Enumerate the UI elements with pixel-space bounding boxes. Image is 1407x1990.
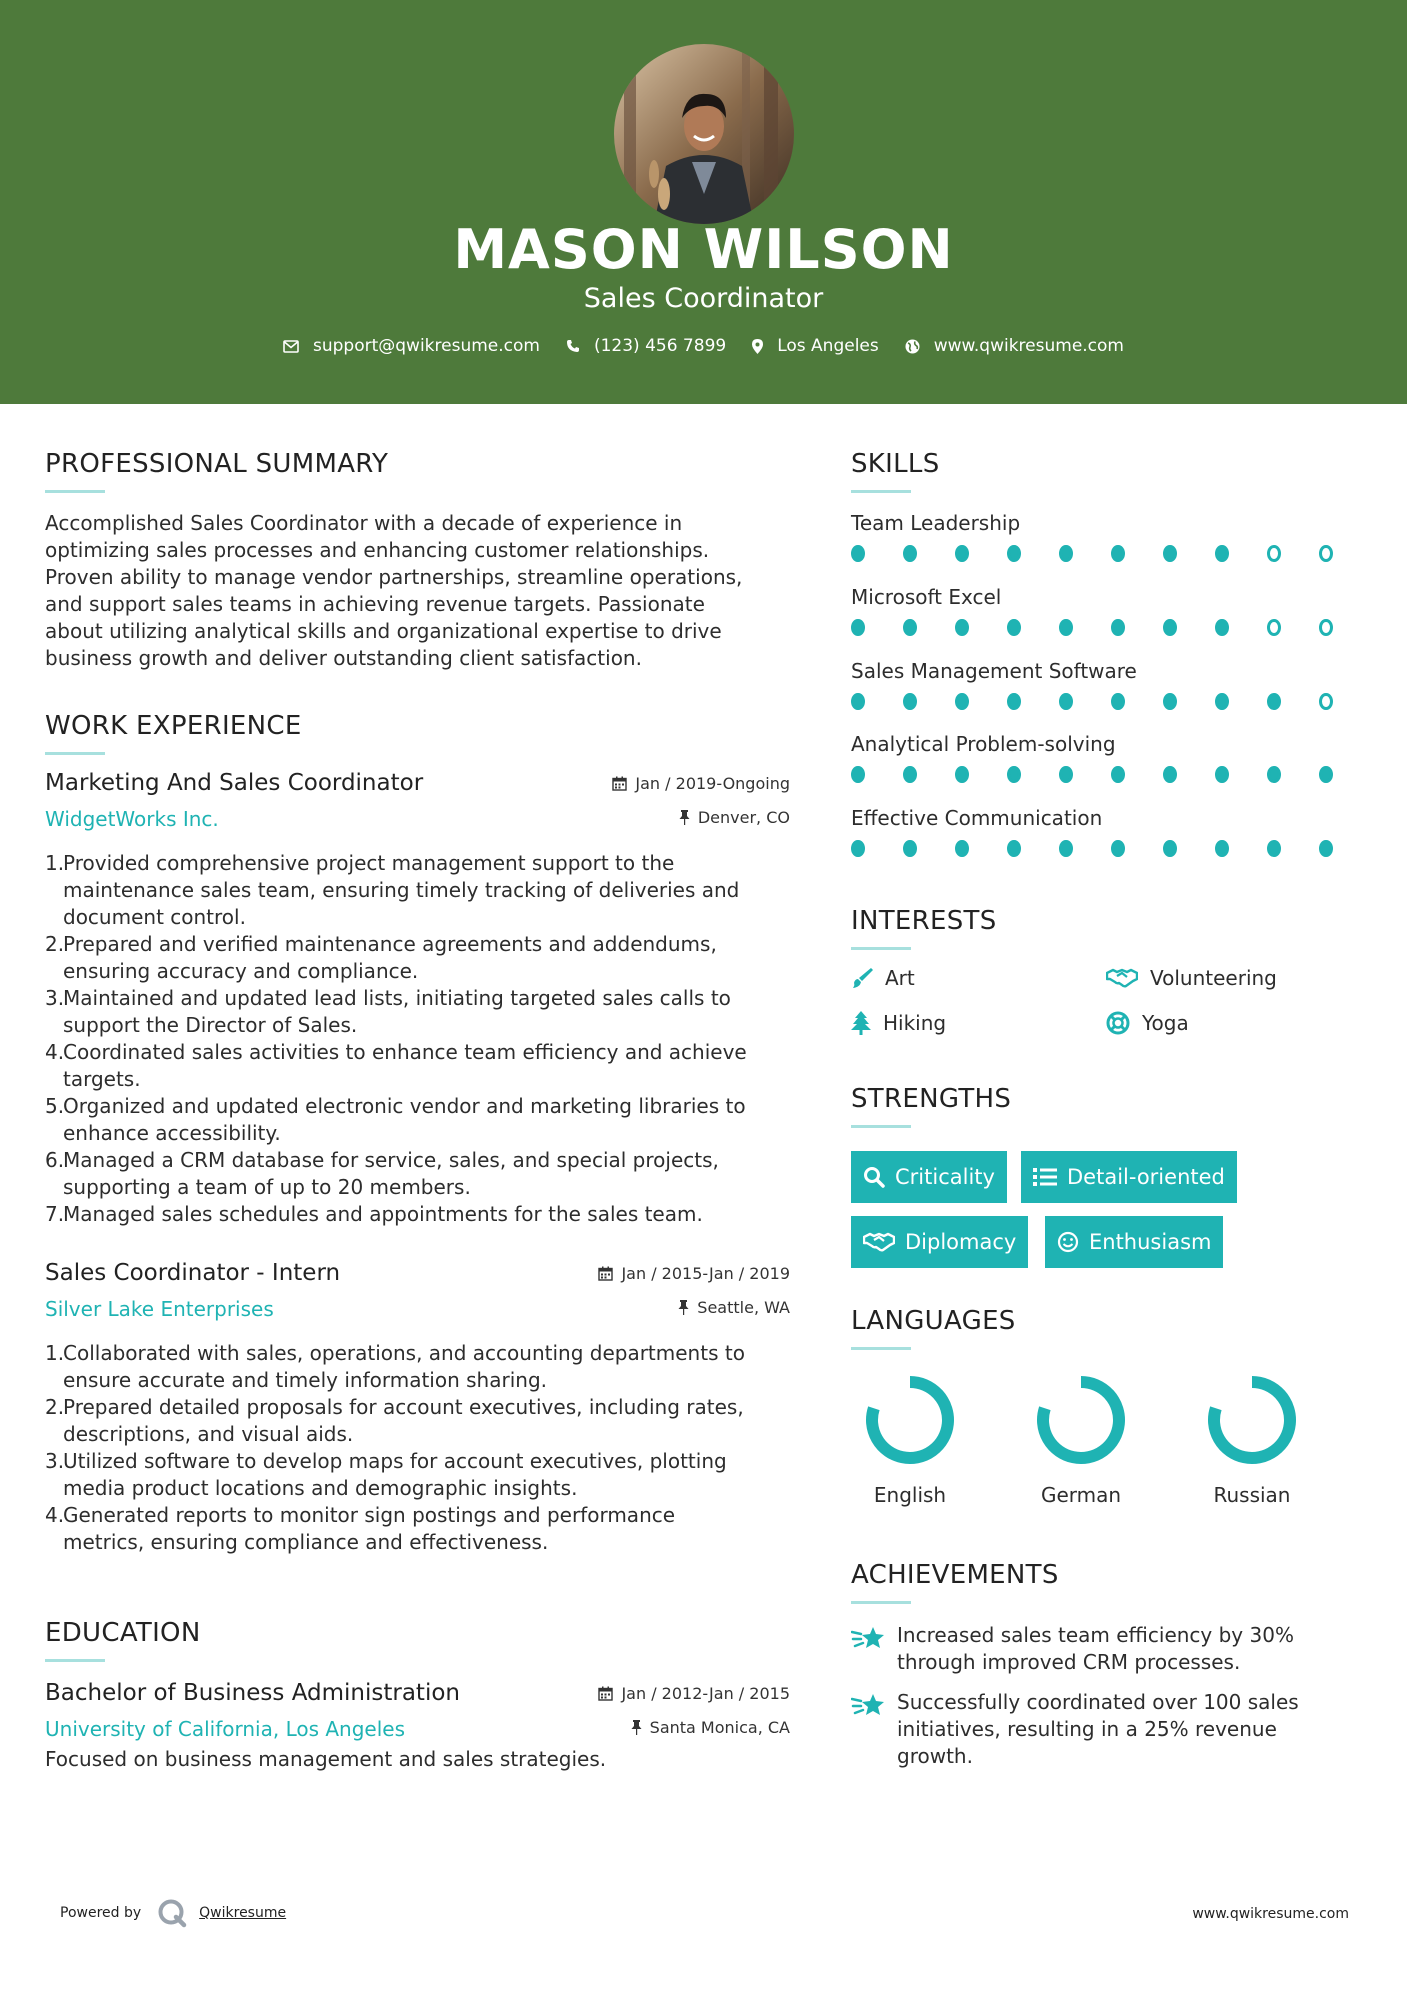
rating-dot-filled (1059, 766, 1073, 783)
rating-dot-filled (1215, 766, 1229, 783)
rating-dot-filled (1007, 840, 1021, 857)
rating-dot-filled (1319, 840, 1333, 857)
list-icon (1033, 1167, 1057, 1187)
shooting-star-icon (851, 1624, 885, 1652)
shooting-star-icon (851, 1691, 885, 1719)
education-description: Focused on business management and sales strategies. (45, 1747, 607, 1771)
rating-dot-filled (1007, 693, 1021, 710)
job-location: Denver, CO (679, 808, 790, 827)
rating-dot-filled (1215, 545, 1229, 562)
language-level-ring (860, 1370, 960, 1470)
resume-header (0, 0, 1407, 404)
strength-tag: Enthusiasm (1045, 1216, 1223, 1268)
interests-heading: INTERESTS (851, 906, 997, 936)
footer-website[interactable]: www.qwikresume.com (1192, 1906, 1349, 1922)
duty-item: 4. Coordinated sales activities to enhance team efficiency and achieve targets. (45, 1040, 747, 1091)
rating-dot-filled (1007, 766, 1021, 783)
language-level-ring (1031, 1370, 1131, 1470)
skill-name: Analytical Problem-solving (851, 732, 1116, 756)
rating-dot-filled (955, 693, 969, 710)
summary-line: about utilizing analytical skills and organizational expertise to drive (45, 619, 722, 643)
location-text: Los Angeles (777, 336, 879, 356)
rating-dot-empty (1319, 693, 1333, 710)
rating-dot-filled (955, 545, 969, 562)
achievement-item: Increased sales team efficiency by 30% through improved CRM processes. (851, 1622, 1331, 1676)
skill-name: Team Leadership (851, 511, 1021, 535)
job-duties (45, 1340, 790, 1556)
skill-rating (851, 693, 1371, 710)
skill-name: Sales Management Software (851, 659, 1137, 683)
brand-link[interactable]: Qwikresume (199, 1905, 287, 1921)
powered-by-text: Powered by (60, 1905, 142, 1921)
job-company: WidgetWorks Inc. (45, 807, 219, 831)
globe-icon (905, 339, 920, 354)
skill-row (851, 732, 1371, 783)
website-text[interactable]: www.qwikresume.com (933, 336, 1124, 356)
rating-dot-filled (903, 840, 917, 857)
life-ring-icon (1106, 1011, 1130, 1035)
duty-item: 3. Maintained and updated lead lists, initiating targeted sales calls to support the Director of Sales. (45, 986, 731, 1037)
footer-powered-by (60, 1898, 286, 1928)
strength-tag: Detail-oriented (1021, 1151, 1237, 1203)
phone-text[interactable]: (123) 456 7899 (593, 336, 727, 356)
language-name: German (1040, 1483, 1122, 1507)
rating-dot-filled (955, 840, 969, 857)
duty-item: 7. Managed sales schedules and appointments for the sales team. (45, 1202, 703, 1226)
rating-dot-filled (1163, 693, 1177, 710)
rating-dot-filled (1267, 766, 1281, 783)
duty-item: 1. Collaborated with sales, operations, and accounting departments to ensure accurate and timely information sharing. (45, 1341, 745, 1392)
interest-item: Art (851, 966, 915, 990)
rating-dot-filled (1111, 840, 1125, 857)
interest-item: Hiking (851, 1011, 946, 1035)
rating-dot-empty (1267, 619, 1281, 636)
candidate-title: Sales Coordinator (583, 283, 824, 314)
rating-dot-filled (1111, 693, 1125, 710)
job-duties (45, 850, 790, 1228)
summary-heading: PROFESSIONAL SUMMARY (45, 449, 389, 479)
language-item (850, 1370, 970, 1507)
skills-heading: SKILLS (851, 449, 940, 479)
rating-dot-filled (1059, 545, 1073, 562)
rating-dot-filled (1007, 545, 1021, 562)
rating-dot-filled (1163, 840, 1177, 857)
smile-icon (1057, 1231, 1079, 1253)
phone-icon (566, 339, 580, 353)
rating-dot-filled (1319, 766, 1333, 783)
job-entry (45, 770, 790, 1228)
summary-line: Accomplished Sales Coordinator with a decade of experience in (45, 511, 683, 535)
skill-row (851, 585, 1371, 636)
summary-text (45, 510, 785, 672)
contact-email[interactable] (283, 336, 540, 356)
rating-dot-filled (1007, 619, 1021, 636)
skills-underline (851, 490, 911, 493)
rating-dot-filled (955, 766, 969, 783)
achievements-heading: ACHIEVEMENTS (851, 1560, 1059, 1590)
rating-dot-filled (903, 619, 917, 636)
language-level-arc (1043, 1382, 1119, 1458)
languages-underline (851, 1347, 911, 1350)
language-item (1192, 1370, 1312, 1507)
rating-dot-filled (851, 766, 865, 783)
calendar-icon (598, 1686, 613, 1701)
rating-dot-filled (1163, 545, 1177, 562)
rating-dot-filled (851, 840, 865, 857)
school-name: University of California, Los Angeles (45, 1717, 406, 1741)
rating-dot-filled (1059, 693, 1073, 710)
skill-name: Microsoft Excel (851, 585, 1002, 609)
language-level-ring (1202, 1370, 1302, 1470)
rating-dot-empty (1319, 545, 1333, 562)
tree-icon (851, 1011, 871, 1035)
skill-row (851, 806, 1371, 857)
achievement-item: Successfully coordinated over 100 sales initiatives, resulting in a 25% revenue growth. (851, 1689, 1331, 1770)
strengths-heading: STRENGTHS (851, 1084, 1012, 1114)
rating-dot-filled (1267, 693, 1281, 710)
envelope-icon (283, 340, 299, 353)
rating-dot-filled (851, 545, 865, 562)
language-level-arc (872, 1382, 948, 1458)
paintbrush-icon (851, 967, 873, 989)
job-role: Sales Coordinator - Intern (45, 1260, 341, 1286)
rating-dot-filled (903, 693, 917, 710)
rating-dot-filled (1059, 619, 1073, 636)
rating-dot-filled (1215, 693, 1229, 710)
duty-item: 2. Prepared and verified maintenance agreements and addendums, ensuring accuracy and compliance. (45, 932, 717, 983)
strength-tag: Criticality (851, 1151, 1007, 1203)
contact-phone[interactable] (566, 336, 726, 356)
skill-rating (851, 840, 1371, 857)
skill-name: Effective Communication (851, 806, 1103, 830)
degree-name: Bachelor of Business Administration (45, 1680, 460, 1706)
calendar-icon (598, 1266, 613, 1281)
interest-item: Yoga (1106, 1011, 1189, 1035)
language-name: English (873, 1483, 947, 1507)
rating-dot-filled (851, 619, 865, 636)
summary-line: Proven ability to manage vendor partnerships, streamline operations, (45, 565, 743, 589)
skill-rating (851, 545, 1371, 562)
summary-line: optimizing sales processes and enhancing customer relationships. (45, 538, 710, 562)
language-item (1021, 1370, 1141, 1507)
pushpin-icon (679, 810, 690, 825)
job-company: Silver Lake Enterprises (45, 1297, 274, 1321)
summary-underline (45, 490, 105, 493)
candidate-name: MASON WILSON (453, 218, 954, 281)
education-date: Jan / 2012-Jan / 2015 (598, 1684, 790, 1703)
rating-dot-filled (903, 766, 917, 783)
education-heading: EDUCATION (45, 1618, 201, 1648)
duty-item: 3. Utilized software to develop maps for account executives, plotting media product locations and demographic insights. (45, 1449, 727, 1500)
education-underline (45, 1659, 105, 1662)
qwikresume-logo-icon (157, 1898, 187, 1928)
strength-tag: Diplomacy (851, 1216, 1028, 1268)
rating-dot-filled (1163, 619, 1177, 636)
summary-line: business growth and deliver outstanding client satisfaction. (45, 646, 642, 670)
pushpin-icon (631, 1720, 642, 1735)
job-role: Marketing And Sales Coordinator (45, 770, 424, 796)
languages-heading: LANGUAGES (851, 1306, 1016, 1336)
rating-dot-filled (1267, 840, 1281, 857)
handshake-icon (863, 1231, 895, 1253)
contact-bar (0, 336, 1407, 356)
job-location: Seattle, WA (678, 1298, 790, 1317)
language-name: Russian (1213, 1483, 1291, 1507)
duty-item: 6. Managed a CRM database for service, sales, and special projects, supporting a team of up to 20 members. (45, 1148, 719, 1199)
rating-dot-empty (1267, 545, 1281, 562)
language-level-arc (1214, 1382, 1290, 1458)
rating-dot-filled (903, 545, 917, 562)
education-entry (45, 1680, 790, 1773)
rating-dot-filled (1111, 545, 1125, 562)
skill-rating (851, 766, 1371, 783)
map-pin-icon (752, 339, 763, 354)
duty-item: 4. Generated reports to monitor sign postings and performance metrics, ensuring compliance and effectiveness. (45, 1503, 676, 1554)
summary-line: and support sales teams in achieving revenue targets. Passionate (45, 592, 705, 616)
duty-item: 2. Prepared detailed proposals for account executives, including rates, descriptions, and visual aids. (45, 1395, 744, 1446)
rating-dot-filled (1111, 619, 1125, 636)
rating-dot-filled (1163, 766, 1177, 783)
pushpin-icon (678, 1300, 689, 1315)
calendar-icon (612, 776, 627, 791)
experience-heading: WORK EXPERIENCE (45, 711, 302, 741)
profile-photo (614, 44, 794, 224)
strengths-underline (851, 1125, 911, 1128)
rating-dot-filled (1215, 619, 1229, 636)
contact-location (752, 336, 879, 356)
duty-item: 5. Organized and updated electronic vendor and marketing libraries to enhance accessibility. (45, 1094, 746, 1145)
email-text[interactable]: support@qwikresume.com (313, 336, 540, 356)
skill-row (851, 511, 1371, 562)
rating-dot-filled (955, 619, 969, 636)
skill-rating (851, 619, 1371, 636)
rating-dot-filled (851, 693, 865, 710)
search-icon (863, 1166, 885, 1188)
rating-dot-filled (1215, 840, 1229, 857)
job-entry (45, 1260, 790, 1556)
rating-dot-filled (1059, 840, 1073, 857)
interests-underline (851, 947, 911, 950)
rating-dot-filled (1111, 766, 1125, 783)
skill-row (851, 659, 1371, 710)
job-date: Jan / 2015-Jan / 2019 (598, 1264, 790, 1283)
experience-underline (45, 752, 105, 755)
job-date: Jan / 2019-Ongoing (612, 774, 790, 793)
rating-dot-empty (1319, 619, 1333, 636)
interest-item: Volunteering (1106, 966, 1277, 990)
handshake-icon (1106, 967, 1138, 989)
achievements-underline (851, 1601, 911, 1604)
contact-website[interactable] (905, 336, 1124, 356)
education-location: Santa Monica, CA (631, 1718, 790, 1737)
duty-item: 1. Provided comprehensive project management support to the maintenance sales team, ensuring timely tracking of deliveries and document control. (45, 851, 740, 929)
